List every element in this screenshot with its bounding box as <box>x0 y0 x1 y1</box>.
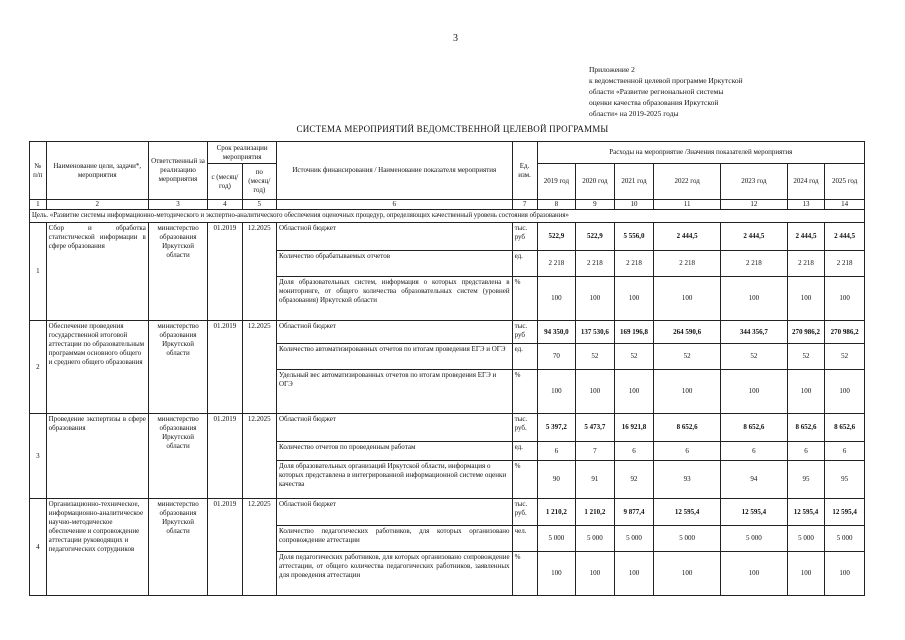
header-no: № п/п <box>30 142 47 200</box>
source-cell: Количество отчетов по проведенным работам <box>277 442 513 461</box>
header-period: Срок реализации мероприятия <box>208 142 277 164</box>
unit-cell: тыс. руб <box>512 223 537 251</box>
value-cell: 1 210,2 <box>537 499 576 526</box>
value-cell: 12 595,4 <box>825 499 865 526</box>
source-cell: Количество педагогических работников, для которых организовано сопровождение аттестации <box>277 526 513 552</box>
unit-cell: % <box>512 552 537 596</box>
page-number: 3 <box>453 33 458 44</box>
value-cell: 12 595,4 <box>654 499 721 526</box>
source-cell: Областной бюджет <box>277 223 513 251</box>
header-expenses: Расходы на мероприятие /Значения показателей мероприятия <box>537 142 864 164</box>
period-from: 01.2019 <box>208 414 242 499</box>
source-cell: Количество обрабатываемых отчетов <box>277 251 513 277</box>
measure-name: Организационно-техническое, информационно-аналитическое научно-методическое обеспечение и сопровождение аттестации руководящих и педагогических сотрудников <box>46 499 148 596</box>
value-cell: 100 <box>654 370 721 414</box>
col-number: 7 <box>512 200 537 210</box>
value-cell: 95 <box>787 461 825 499</box>
value-cell: 2 218 <box>825 251 865 277</box>
value-cell: 100 <box>825 277 865 321</box>
appendix-line: области» на 2019-2025 годы <box>589 109 679 118</box>
value-cell: 100 <box>537 277 576 321</box>
row-number: 3 <box>30 414 47 499</box>
value-cell: 6 <box>787 442 825 461</box>
value-cell: 2 444,5 <box>787 223 825 251</box>
document-title: СИСТЕМА МЕРОПРИЯТИЙ ВЕДОМСТВЕННОЙ ЦЕЛЕВОЙ ПРОГРАММЫ <box>296 124 609 134</box>
value-cell: 5 000 <box>537 526 576 552</box>
value-cell: 2 218 <box>537 251 576 277</box>
measure-responsible: министерство образования Иркутской области <box>148 499 207 596</box>
value-cell: 8 652,6 <box>825 414 865 442</box>
header-year: 2022 год <box>654 164 721 200</box>
value-cell: 5 000 <box>721 526 788 552</box>
value-cell: 100 <box>614 277 654 321</box>
value-cell: 5 000 <box>614 526 654 552</box>
value-cell: 169 196,8 <box>614 321 654 344</box>
value-cell: 6 <box>654 442 721 461</box>
value-cell: 100 <box>721 370 788 414</box>
value-cell: 95 <box>825 461 865 499</box>
period-from: 01.2019 <box>208 321 242 414</box>
period-to: 12.2025 <box>242 321 276 414</box>
value-cell: 100 <box>825 370 865 414</box>
value-cell: 100 <box>721 552 788 596</box>
col-number: 11 <box>654 200 721 210</box>
header-year: 2021 год <box>614 164 654 200</box>
col-number: 2 <box>46 200 148 210</box>
column-numbers-row <box>30 200 865 210</box>
value-cell: 100 <box>576 370 615 414</box>
value-cell: 94 <box>721 461 788 499</box>
appendix-line: оценки качества образования Иркутской <box>589 98 719 107</box>
value-cell: 52 <box>614 344 654 370</box>
value-cell: 2 218 <box>721 251 788 277</box>
col-number: 14 <box>825 200 865 210</box>
source-cell: Доля педагогических работников, для которых организовано сопровождение аттестации, от общего количества педагогических работников, заявленных для проведения аттестации <box>277 552 513 596</box>
value-cell: 2 218 <box>614 251 654 277</box>
row-number: 4 <box>30 499 47 596</box>
value-cell: 1 210,2 <box>576 499 615 526</box>
col-number: 9 <box>576 200 615 210</box>
source-cell: Доля образовательных систем, информация о которых представлена в мониторинге, от общего количества образовательных систем (уровней образования) Иркутской области <box>277 277 513 321</box>
header-from: с (месяц/ год) <box>208 164 242 200</box>
value-cell: 100 <box>654 552 721 596</box>
value-cell: 100 <box>576 277 615 321</box>
value-cell: 344 356,7 <box>721 321 788 344</box>
unit-cell: ед. <box>512 344 537 370</box>
value-cell: 7 <box>576 442 615 461</box>
value-cell: 6 <box>614 442 654 461</box>
value-cell: 12 595,4 <box>721 499 788 526</box>
col-number: 10 <box>614 200 654 210</box>
value-cell: 94 350,0 <box>537 321 576 344</box>
col-number: 6 <box>277 200 513 210</box>
source-cell: Областной бюджет <box>277 321 513 344</box>
measure-responsible: министерство образования Иркутской области <box>148 414 207 499</box>
value-cell: 100 <box>825 552 865 596</box>
value-cell: 6 <box>537 442 576 461</box>
row-number: 1 <box>30 223 47 321</box>
value-cell: 90 <box>537 461 576 499</box>
value-cell: 100 <box>537 370 576 414</box>
col-number: 5 <box>242 200 276 210</box>
unit-cell: % <box>512 277 537 321</box>
value-cell: 93 <box>654 461 721 499</box>
value-cell: 2 444,5 <box>654 223 721 251</box>
value-cell: 270 986,2 <box>787 321 825 344</box>
value-cell: 52 <box>787 344 825 370</box>
value-cell: 5 556,0 <box>614 223 654 251</box>
col-number: 1 <box>30 200 47 210</box>
value-cell: 70 <box>537 344 576 370</box>
value-cell: 92 <box>614 461 654 499</box>
value-cell: 100 <box>614 370 654 414</box>
value-cell: 100 <box>721 277 788 321</box>
col-number: 8 <box>537 200 576 210</box>
header-year: 2023 год <box>721 164 788 200</box>
value-cell: 522,9 <box>537 223 576 251</box>
appendix-note <box>589 64 789 119</box>
measure-responsible: министерство образования Иркутской области <box>148 223 207 321</box>
source-cell: Доля образовательных организаций Иркутской области, информация о которых представлена в интегрированной информационной системе оценки качества <box>277 461 513 499</box>
unit-cell: % <box>512 461 537 499</box>
value-cell: 6 <box>825 442 865 461</box>
value-cell: 5 000 <box>787 526 825 552</box>
value-cell: 100 <box>787 552 825 596</box>
value-cell: 100 <box>576 552 615 596</box>
value-cell: 52 <box>576 344 615 370</box>
value-cell: 2 218 <box>576 251 615 277</box>
value-cell: 522,9 <box>576 223 615 251</box>
value-cell: 2 444,5 <box>721 223 788 251</box>
header-name: Наименование цели, задачи*, мероприятия <box>46 142 148 200</box>
header-year: 2025 год <box>825 164 865 200</box>
value-cell: 5 000 <box>825 526 865 552</box>
value-cell: 100 <box>654 277 721 321</box>
value-cell: 9 877,4 <box>614 499 654 526</box>
col-number: 4 <box>208 200 242 210</box>
value-cell: 8 652,6 <box>787 414 825 442</box>
value-cell: 2 218 <box>787 251 825 277</box>
measure-name: Обеспечение проведения государственной итоговой аттестации по образовательным программам основного общего и среднего общего образования <box>46 321 148 414</box>
header-unit: Ед. изм. <box>512 142 537 200</box>
period-from: 01.2019 <box>208 499 242 596</box>
value-cell: 270 986,2 <box>825 321 865 344</box>
period-to: 12.2025 <box>242 223 276 321</box>
value-cell: 100 <box>787 370 825 414</box>
header-to: по (месяц/ год) <box>242 164 276 200</box>
col-number: 12 <box>721 200 788 210</box>
unit-cell: % <box>512 370 537 414</box>
col-number: 13 <box>787 200 825 210</box>
value-cell: 52 <box>825 344 865 370</box>
period-from: 01.2019 <box>208 223 242 321</box>
value-cell: 8 652,6 <box>721 414 788 442</box>
value-cell: 52 <box>721 344 788 370</box>
value-cell: 100 <box>614 552 654 596</box>
value-cell: 2 444,5 <box>825 223 865 251</box>
value-cell: 52 <box>654 344 721 370</box>
source-cell: Областной бюджет <box>277 499 513 526</box>
source-cell: Количество автоматизированных отчетов по итогам проведения ЕГЭ и ОГЭ <box>277 344 513 370</box>
header-year: 2020 год <box>576 164 615 200</box>
value-cell: 100 <box>537 552 576 596</box>
col-number: 3 <box>148 200 207 210</box>
header-responsible: Ответственный за реализацию мероприятия <box>148 142 207 200</box>
value-cell: 6 <box>721 442 788 461</box>
value-cell: 5 397,2 <box>537 414 576 442</box>
value-cell: 5 000 <box>654 526 721 552</box>
measure-name: Сбор и обработка статистической информации в сфере образования <box>46 223 148 321</box>
appendix-line: к ведомственной целевой программе Иркутской <box>589 76 743 85</box>
period-to: 12.2025 <box>242 499 276 596</box>
value-cell: 8 652,6 <box>654 414 721 442</box>
value-cell: 12 595,4 <box>787 499 825 526</box>
row-number: 2 <box>30 321 47 414</box>
unit-cell: тыс. руб. <box>512 499 537 526</box>
header-year: 2019 год <box>537 164 576 200</box>
goal-row: Цель. «Развитие системы информационно-методического и экспертно-аналитического обеспечения оценочных процедур, определяющих качественный уровень состояния образования» <box>30 210 865 223</box>
value-cell: 100 <box>787 277 825 321</box>
value-cell: 16 921,8 <box>614 414 654 442</box>
appendix-line: области «Развитие региональной системы <box>589 87 724 96</box>
unit-cell: ед. <box>512 251 537 277</box>
value-cell: 91 <box>576 461 615 499</box>
appendix-line: Приложение 2 <box>589 65 635 74</box>
unit-cell: тыс. руб <box>512 321 537 344</box>
unit-cell: ед. <box>512 442 537 461</box>
value-cell: 5 473,7 <box>576 414 615 442</box>
source-cell: Областной бюджет <box>277 414 513 442</box>
source-cell: Удельный вес автоматизированных отчетов по итогам проведения ЕГЭ и ОГЭ <box>277 370 513 414</box>
measure-name: Проведение экспертизы в сфере образования <box>46 414 148 499</box>
value-cell: 5 000 <box>576 526 615 552</box>
header-source: Источник финансирования / Наименование показателя мероприятия <box>277 142 513 200</box>
value-cell: 264 590,6 <box>654 321 721 344</box>
value-cell: 137 530,6 <box>576 321 615 344</box>
period-to: 12.2025 <box>242 414 276 499</box>
unit-cell: тыс. руб. <box>512 414 537 442</box>
unit-cell: чел. <box>512 526 537 552</box>
header-year: 2024 год <box>787 164 825 200</box>
measures-table <box>29 141 865 596</box>
measure-responsible: министерство образования Иркутской области <box>148 321 207 414</box>
value-cell: 2 218 <box>654 251 721 277</box>
